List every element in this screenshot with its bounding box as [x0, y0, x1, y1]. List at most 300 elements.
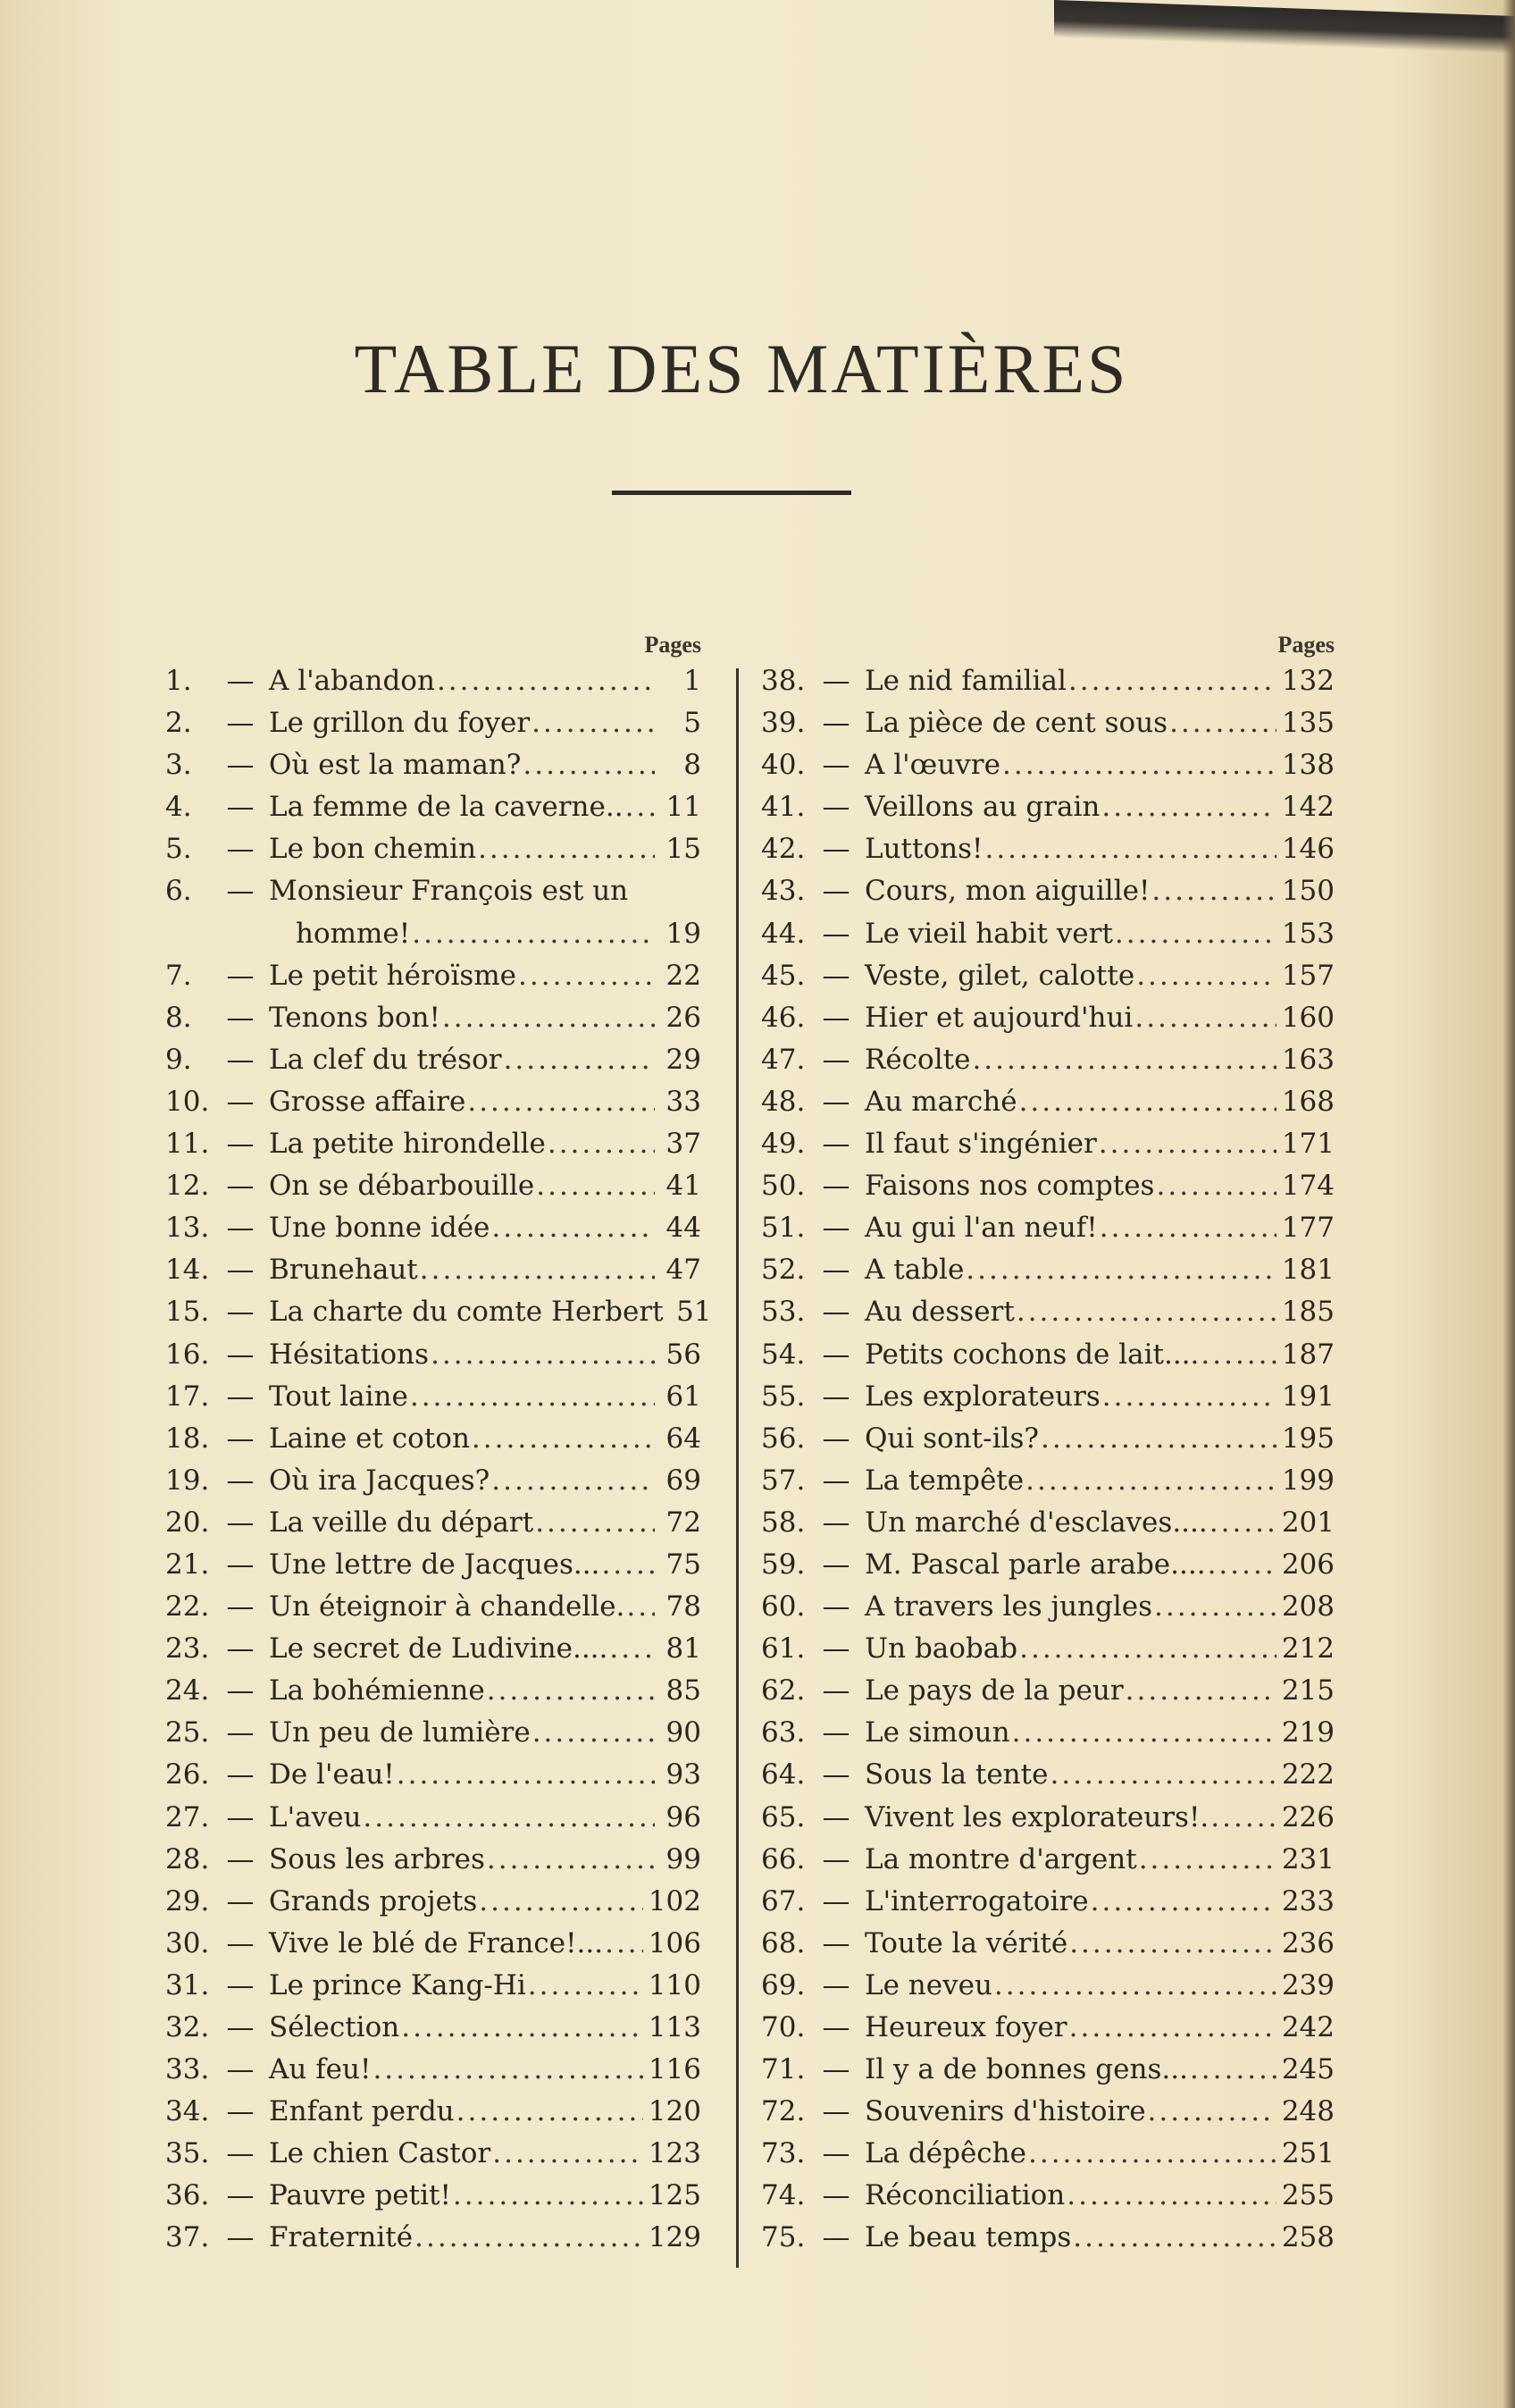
- toc-entry: [165, 786, 701, 828]
- chapter-number: 69.: [761, 1968, 806, 2001]
- page-number: 15: [665, 833, 701, 866]
- chapter-title: Petits cochons de lait....: [865, 1338, 1200, 1371]
- chapter-title: A l'abandon: [269, 665, 435, 697]
- em-dash: —: [822, 833, 850, 866]
- toc-entry: [761, 1839, 1335, 1881]
- dot-leader: [1012, 1712, 1276, 1754]
- em-dash: —: [822, 2095, 850, 2128]
- toc-entries-left: [165, 660, 712, 2260]
- dot-leader: [491, 1460, 655, 1502]
- em-dash: —: [822, 707, 850, 740]
- chapter-title: Brunehaut: [269, 1254, 418, 1287]
- chapter-number: 39.: [761, 707, 806, 740]
- em-dash: —: [226, 2053, 255, 2086]
- dot-leader: [472, 1418, 655, 1460]
- page-number: 78: [665, 1590, 701, 1624]
- dot-leader: [467, 1081, 655, 1123]
- dot-leader: [1115, 913, 1276, 955]
- chapter-number: 51.: [761, 1212, 806, 1245]
- toc-entry: [761, 1881, 1335, 1923]
- chapter-number: 49.: [761, 1128, 806, 1161]
- chapter-title: Le pays de la peur: [865, 1674, 1124, 1707]
- chapter-number: 13.: [165, 1212, 210, 1245]
- chapter-title: Le prince Kang-Hi: [269, 1968, 526, 2001]
- chapter-title: Veillons au grain: [865, 791, 1101, 824]
- page-number: 47: [665, 1254, 701, 1287]
- dot-leader: [478, 828, 655, 870]
- em-dash: —: [226, 1758, 255, 1791]
- em-dash: —: [226, 665, 255, 697]
- toc-entry: [761, 1334, 1335, 1376]
- dot-leader: [966, 1249, 1276, 1291]
- toc-entry: [165, 1586, 701, 1628]
- chapter-number: 23.: [165, 1632, 210, 1665]
- chapter-title: Il faut s'ingénier: [865, 1128, 1097, 1161]
- chapter-title: Où ira Jacques?: [269, 1464, 490, 1497]
- chapter-number: 18.: [165, 1422, 210, 1455]
- toc-entry: [165, 1628, 701, 1670]
- toc-entry: [761, 955, 1335, 997]
- dot-leader: [363, 1797, 655, 1839]
- toc-entry: [761, 1797, 1335, 1839]
- chapter-title: Grosse affaire: [269, 1085, 466, 1118]
- page-number: 29: [665, 1043, 701, 1076]
- chapter-number: 20.: [165, 1506, 210, 1539]
- toc-entry: [761, 997, 1335, 1039]
- chapter-number: 24.: [165, 1674, 210, 1707]
- em-dash: —: [822, 1632, 850, 1665]
- em-dash: —: [822, 1338, 850, 1371]
- chapter-number: 5.: [165, 833, 192, 866]
- dot-leader: [518, 955, 655, 997]
- page-number: 138: [1281, 749, 1335, 782]
- em-dash: —: [226, 833, 255, 866]
- chapter-title: Qui sont-ils?: [865, 1422, 1039, 1455]
- toc-entry: [165, 1165, 701, 1207]
- em-dash: —: [226, 2137, 255, 2170]
- em-dash: —: [822, 1128, 850, 1161]
- dot-leader: [442, 997, 655, 1039]
- em-dash: —: [822, 917, 850, 950]
- dot-leader: [1136, 955, 1276, 997]
- toc-entry: [165, 1797, 701, 1839]
- dot-leader: [1208, 1544, 1276, 1586]
- chapter-title: Faisons nos comptes: [865, 1170, 1155, 1203]
- toc-entry: [761, 2175, 1335, 2217]
- chapter-title: La charte du comte Herbert: [269, 1296, 664, 1329]
- toc-entry: [761, 1291, 1335, 1333]
- dot-leader: [487, 1839, 655, 1881]
- em-dash: —: [822, 1464, 850, 1497]
- chapter-title: On se débarbouille: [269, 1170, 535, 1203]
- dot-leader: [609, 1628, 655, 1670]
- chapter-number: 50.: [761, 1170, 806, 1203]
- toc-entry: [761, 1965, 1335, 2007]
- toc-entry: [761, 1376, 1335, 1418]
- chapter-number: 30.: [165, 1926, 210, 1959]
- chapter-title: Heureux foyer: [865, 2011, 1067, 2043]
- page-number: 72: [665, 1506, 701, 1539]
- chapter-title: Le neveu: [865, 1968, 992, 2001]
- chapter-number: 75.: [761, 2221, 806, 2254]
- chapter-title: Le vieil habit vert: [865, 917, 1113, 950]
- chapter-title: Au marché: [865, 1085, 1017, 1118]
- em-dash: —: [822, 1758, 850, 1791]
- em-dash: —: [822, 1884, 850, 1917]
- chapter-title: Une bonne idée: [269, 1212, 490, 1245]
- dot-leader: [532, 1712, 655, 1754]
- em-dash: —: [226, 1085, 255, 1118]
- em-dash: —: [226, 1968, 255, 2001]
- em-dash: —: [822, 1001, 850, 1034]
- em-dash: —: [226, 2179, 255, 2212]
- toc-entry: [165, 997, 701, 1039]
- page-number: 96: [665, 1800, 701, 1833]
- dot-leader: [412, 913, 655, 955]
- chapter-title: Réconciliation: [865, 2179, 1066, 2212]
- chapter-title: Hier et aujourd'hui: [865, 1001, 1134, 1034]
- toc-entry: [165, 828, 701, 870]
- toc-entry: [761, 1923, 1335, 1965]
- chapter-number: 31.: [165, 1968, 210, 2001]
- em-dash: —: [226, 1590, 255, 1624]
- page-number: 113: [648, 2011, 701, 2043]
- toc-entry: [165, 2175, 701, 2217]
- toc-entry: [165, 744, 701, 786]
- page-number: 255: [1281, 2179, 1335, 2212]
- page-number: 215: [1281, 1674, 1335, 1707]
- dot-leader: [1017, 1291, 1276, 1333]
- page-number: 26: [665, 1001, 701, 1034]
- page-number: 248: [1281, 2095, 1335, 2128]
- page-number: 212: [1281, 1632, 1335, 1665]
- dot-leader: [1069, 1923, 1276, 1965]
- page-number: 185: [1281, 1296, 1335, 1329]
- chapter-number: 36.: [165, 2179, 210, 2212]
- dot-leader: [528, 1965, 643, 2007]
- page-number: 195: [1281, 1422, 1335, 1455]
- chapter-number: 40.: [761, 749, 806, 782]
- chapter-title: Le chien Castor: [269, 2137, 491, 2170]
- chapter-title: Tout laine: [269, 1380, 408, 1413]
- page-number: 41: [665, 1170, 701, 1203]
- toc-entry: [761, 786, 1335, 828]
- chapter-title: A table: [865, 1254, 965, 1287]
- em-dash: —: [226, 1170, 255, 1203]
- toc-entry: [165, 1839, 701, 1881]
- em-dash: —: [822, 1085, 850, 1118]
- chapter-title: La dépêche: [865, 2137, 1026, 2170]
- chapter-number: 25.: [165, 1716, 210, 1749]
- toc-entry: [165, 2091, 701, 2133]
- dot-leader: [1019, 1628, 1276, 1670]
- chapter-number: 46.: [761, 1001, 806, 1034]
- dot-leader: [548, 1123, 655, 1165]
- dot-leader: [1210, 1797, 1276, 1839]
- chapter-title: Le grillon du foyer: [269, 707, 531, 740]
- chapter-title: Au dessert: [865, 1296, 1015, 1329]
- dot-leader: [372, 2049, 642, 2091]
- toc-entry: [761, 828, 1335, 870]
- chapter-title: Grands projets: [269, 1884, 478, 1917]
- em-dash: —: [822, 1254, 850, 1287]
- chapter-title: Luttons!: [865, 833, 983, 866]
- em-dash: —: [226, 1464, 255, 1497]
- page-number: 146: [1281, 833, 1335, 866]
- page-number: 8: [683, 749, 701, 782]
- chapter-title: Monsieur François est un: [269, 875, 629, 908]
- chapter-title: Le bon chemin: [269, 833, 477, 866]
- chapter-number: 22.: [165, 1590, 210, 1624]
- chapter-number: 19.: [165, 1464, 210, 1497]
- chapter-number: 11.: [165, 1128, 210, 1161]
- chapter-number: 2.: [165, 707, 192, 740]
- page-number: 129: [648, 2221, 701, 2254]
- toc-entry: [761, 2133, 1335, 2175]
- dot-leader: [410, 1376, 655, 1418]
- toc-entry: [165, 1249, 701, 1291]
- chapter-title: L'aveu: [269, 1800, 362, 1833]
- page-number: 199: [1281, 1464, 1335, 1497]
- chapter-title: Récolte: [865, 1043, 971, 1076]
- em-dash: —: [226, 1548, 255, 1581]
- chapter-title: Sous les arbres: [269, 1842, 485, 1875]
- page-number: 181: [1281, 1254, 1335, 1287]
- page-number: 37: [665, 1128, 701, 1161]
- em-dash: —: [822, 665, 850, 697]
- chapter-number: 8.: [165, 1001, 192, 1034]
- page-number: 174: [1281, 1170, 1335, 1203]
- chapter-title: Toute la vérité: [865, 1926, 1068, 1959]
- page-number: 125: [648, 2179, 701, 2212]
- toc-entry: [761, 1249, 1335, 1291]
- page-number: 85: [665, 1674, 701, 1707]
- chapter-number: 74.: [761, 2179, 806, 2212]
- chapter-title: Un éteignoir à chandelle.: [269, 1590, 625, 1624]
- chapter-number: 44.: [761, 917, 806, 950]
- page-number: 44: [665, 1212, 701, 1245]
- chapter-number: 72.: [761, 2095, 806, 2128]
- page-number: 153: [1281, 917, 1335, 950]
- chapter-number: 71.: [761, 2053, 806, 2086]
- chapter-title: A travers les jungles: [865, 1590, 1153, 1624]
- dot-leader: [1139, 1839, 1276, 1881]
- dot-leader: [456, 2091, 643, 2133]
- chapter-number: 66.: [761, 1842, 806, 1875]
- toc-entry: [761, 1207, 1335, 1249]
- toc-entry: [165, 2049, 701, 2091]
- page-shadow-edge: [1502, 0, 1515, 2408]
- toc-entry: [165, 2007, 701, 2049]
- toc-entry: [165, 1502, 701, 1544]
- chapter-number: 55.: [761, 1380, 806, 1413]
- toc-entry: [165, 913, 701, 955]
- pages-header-left: Pages: [644, 632, 701, 658]
- chapter-title: Le secret de Ludivine....: [269, 1632, 608, 1665]
- toc-column-right: [761, 630, 1335, 2260]
- chapter-number: 64.: [761, 1758, 806, 1791]
- page-title: TABLE DES MATIÈRES: [354, 330, 1129, 407]
- page-number: 64: [665, 1422, 701, 1455]
- page-number: 99: [665, 1842, 701, 1875]
- em-dash: —: [226, 1001, 255, 1034]
- chapter-title: Souvenirs d'histoire: [865, 2095, 1146, 2128]
- em-dash: —: [822, 1422, 850, 1455]
- chapter-number: 60.: [761, 1590, 806, 1624]
- em-dash: —: [822, 1506, 850, 1539]
- toc-entry: [761, 1081, 1335, 1123]
- toc-entry: [761, 1165, 1335, 1207]
- page-number: 56: [665, 1338, 701, 1371]
- em-dash: —: [226, 791, 255, 824]
- page-number: 93: [665, 1758, 701, 1791]
- em-dash: —: [822, 1590, 850, 1624]
- em-dash: —: [822, 959, 850, 992]
- chapter-number: 32.: [165, 2011, 210, 2043]
- page-number: 187: [1281, 1338, 1335, 1371]
- chapter-number: 68.: [761, 1926, 806, 1959]
- toc-entry: [761, 1586, 1335, 1628]
- em-dash: —: [226, 875, 255, 908]
- chapter-title: Pauvre petit!: [269, 2179, 451, 2212]
- chapter-number: 48.: [761, 1085, 806, 1118]
- em-dash: —: [226, 1842, 255, 1875]
- chapter-number: 3.: [165, 749, 192, 782]
- toc-entries-right: [761, 660, 1335, 2260]
- page-number: 171: [1281, 1128, 1335, 1161]
- chapter-number: 53.: [761, 1296, 806, 1329]
- chapter-title: Où est la maman?: [269, 749, 522, 782]
- em-dash: —: [226, 1716, 255, 1749]
- chapter-title: Sous la tente: [865, 1758, 1049, 1791]
- dot-leader: [625, 786, 655, 828]
- page-number: 251: [1281, 2137, 1335, 2170]
- chapter-number: 37.: [165, 2221, 210, 2254]
- em-dash: —: [226, 1338, 255, 1371]
- page-number: 142: [1281, 791, 1335, 824]
- dot-leader: [504, 1039, 655, 1081]
- toc-entry: [761, 660, 1335, 702]
- chapter-title: Au feu!: [269, 2053, 372, 2086]
- em-dash: —: [226, 1800, 255, 1833]
- dot-leader: [532, 702, 655, 744]
- chapter-title: Cours, mon aiguille!: [865, 875, 1151, 908]
- page-number: 69: [665, 1464, 701, 1497]
- dot-leader: [1134, 997, 1276, 1039]
- chapter-title: Le simoun: [865, 1716, 1010, 1749]
- chapter-number: 1.: [165, 665, 192, 697]
- em-dash: —: [822, 2137, 850, 2170]
- em-dash: —: [822, 1674, 850, 1707]
- toc-entry: [761, 1754, 1335, 1796]
- em-dash: —: [822, 1043, 850, 1076]
- chapter-number: 16.: [165, 1338, 210, 1371]
- chapter-title: M. Pascal parle arabe....: [865, 1548, 1206, 1581]
- em-dash: —: [226, 1296, 255, 1329]
- dot-leader: [994, 1965, 1276, 2007]
- torn-page-edge: [1054, 0, 1515, 54]
- toc-entry: [165, 1965, 701, 2007]
- page-number: 160: [1281, 1001, 1335, 1034]
- page-number: 116: [648, 2053, 701, 2086]
- chapter-number: 54.: [761, 1338, 806, 1371]
- chapter-number: 27.: [165, 1800, 210, 1833]
- em-dash: —: [226, 2221, 255, 2254]
- page-number: 11: [665, 791, 701, 824]
- toc-column-left: [165, 630, 712, 2260]
- dot-leader: [1019, 1081, 1276, 1123]
- page-number: 222: [1281, 1758, 1335, 1791]
- em-dash: —: [822, 791, 850, 824]
- chapter-number: 63.: [761, 1716, 806, 1749]
- chapter-number: 21.: [165, 1548, 210, 1581]
- toc-entry: [165, 1712, 701, 1754]
- chapter-title: A l'œuvre: [865, 749, 1000, 782]
- page-number: 157: [1281, 959, 1335, 992]
- dot-leader: [1151, 870, 1276, 912]
- em-dash: —: [822, 1296, 850, 1329]
- em-dash: —: [226, 1128, 255, 1161]
- page-number: 123: [648, 2137, 701, 2170]
- dot-leader: [1073, 2217, 1276, 2259]
- dot-leader: [1091, 1881, 1276, 1923]
- page-number: 110: [648, 1968, 701, 2001]
- page-number: 22: [665, 959, 701, 992]
- dot-leader: [605, 1923, 643, 1965]
- chapter-number: 42.: [761, 833, 806, 866]
- toc-entry: [165, 1376, 701, 1418]
- chapter-title: Il y a de bonnes gens...: [865, 2053, 1188, 2086]
- em-dash: —: [226, 1632, 255, 1665]
- page-number: 75: [665, 1548, 701, 1581]
- dot-leader: [1100, 1207, 1276, 1249]
- em-dash: —: [226, 1674, 255, 1707]
- em-dash: —: [226, 1212, 255, 1245]
- page-number: 242: [1281, 2011, 1335, 2043]
- em-dash: —: [822, 2053, 850, 2086]
- chapter-number: 41.: [761, 791, 806, 824]
- page-number: 206: [1281, 1548, 1335, 1581]
- dot-leader: [420, 1249, 655, 1291]
- toc-entry: [761, 2049, 1335, 2091]
- em-dash: —: [226, 1254, 255, 1287]
- chapter-number: 67.: [761, 1884, 806, 1917]
- chapter-title: Enfant perdu: [269, 2095, 455, 2128]
- em-dash: —: [226, 1506, 255, 1539]
- toc-entry: [761, 744, 1335, 786]
- toc-entry: [761, 2217, 1335, 2259]
- dot-leader: [479, 1881, 643, 1923]
- chapter-title: Hésitations: [269, 1338, 430, 1371]
- em-dash: —: [822, 875, 850, 908]
- chapter-number: 14.: [165, 1254, 210, 1287]
- page-number: 90: [665, 1716, 701, 1749]
- chapter-title: L'interrogatoire: [865, 1884, 1089, 1917]
- chapter-title: Au gui l'an neuf!: [865, 1212, 1098, 1245]
- em-dash: —: [822, 749, 850, 782]
- chapter-title: De l'eau!: [269, 1758, 395, 1791]
- chapter-title: Vivent les explorateurs!.: [865, 1800, 1209, 1833]
- em-dash: —: [822, 1800, 850, 1833]
- column-divider: [736, 668, 739, 2268]
- dot-leader: [1102, 1376, 1276, 1418]
- page-number: 1: [683, 665, 701, 697]
- dot-leader: [523, 744, 655, 786]
- chapter-number: 10.: [165, 1085, 210, 1118]
- dot-leader: [431, 1334, 655, 1376]
- toc-entry: [165, 702, 701, 744]
- toc-entry: [165, 1334, 701, 1376]
